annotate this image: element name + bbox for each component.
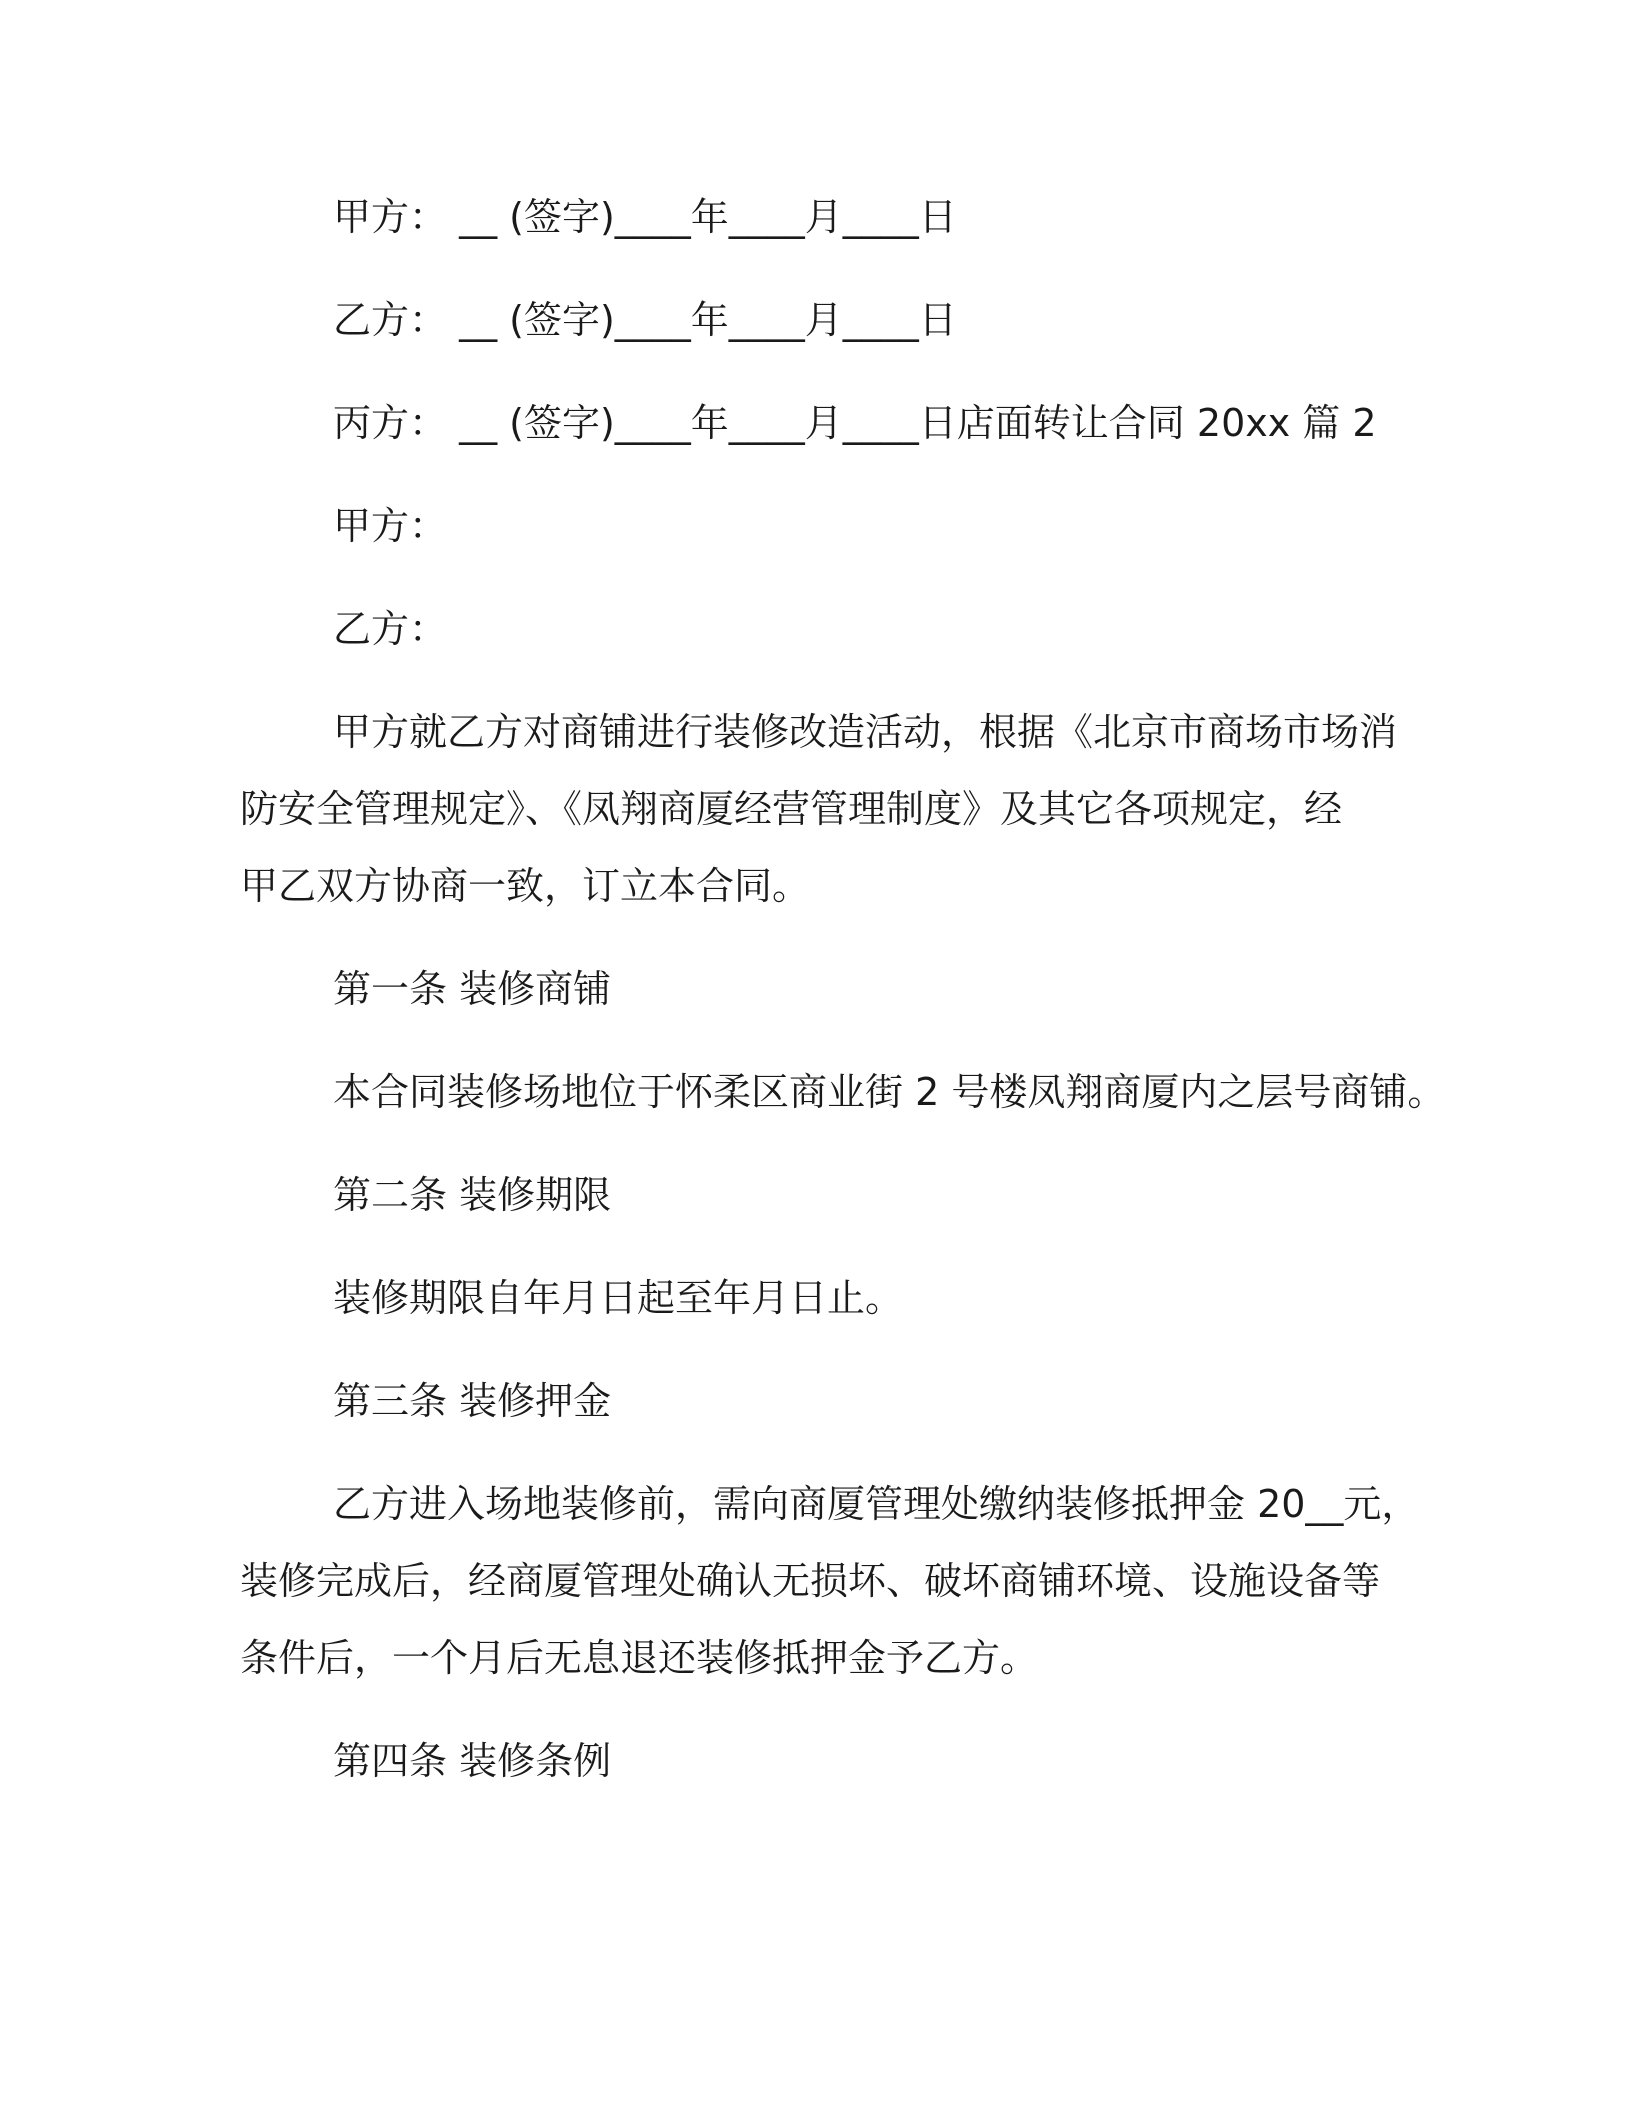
article-2-title: 第二条 装修期限: [333, 1173, 612, 1217]
party-b-label: 乙方：: [333, 607, 448, 651]
article-4-title: 第四条 装修条例: [333, 1739, 612, 1783]
article-3-body-line-1: 乙方进入场地装修前，需向商厦管理处缴纳装修抵押金 20__元，: [333, 1482, 1420, 1526]
intro-line-1: 甲方就乙方对商铺进行装修改造活动，根据《北京市商场市场消: [333, 710, 1398, 754]
signature-line-party-b: 乙方： __ (签字)____年____月____日: [333, 298, 957, 342]
intro-line-3: 甲乙双方协商一致，订立本合同。: [240, 864, 811, 908]
article-3-body-line-3: 条件后，一个月后无息退还装修抵押金予乙方。: [240, 1636, 1039, 1680]
article-3-body-line-2: 装修完成后，经商厦管理处确认无损坏、破坏商铺环境、设施设备等: [240, 1559, 1381, 1603]
article-3-title: 第三条 装修押金: [333, 1379, 612, 1423]
signature-line-party-c: 丙方： __ (签字)____年____月____日店面转让合同 20xx 篇 2: [333, 401, 1377, 445]
signature-line-party-a: 甲方： __ (签字)____年____月____日: [333, 195, 957, 239]
party-a-label: 甲方：: [333, 504, 448, 548]
article-1-title: 第一条 装修商铺: [333, 967, 612, 1011]
article-1-body: 本合同装修场地位于怀柔区商业街 2 号楼凤翔商厦内之层号商铺。: [333, 1070, 1446, 1114]
intro-line-2: 防安全管理规定》、《凤翔商厦经营管理制度》及其它各项规定，经: [240, 787, 1343, 831]
article-2-body: 装修期限自年月日起至年月日止。: [333, 1276, 904, 1320]
